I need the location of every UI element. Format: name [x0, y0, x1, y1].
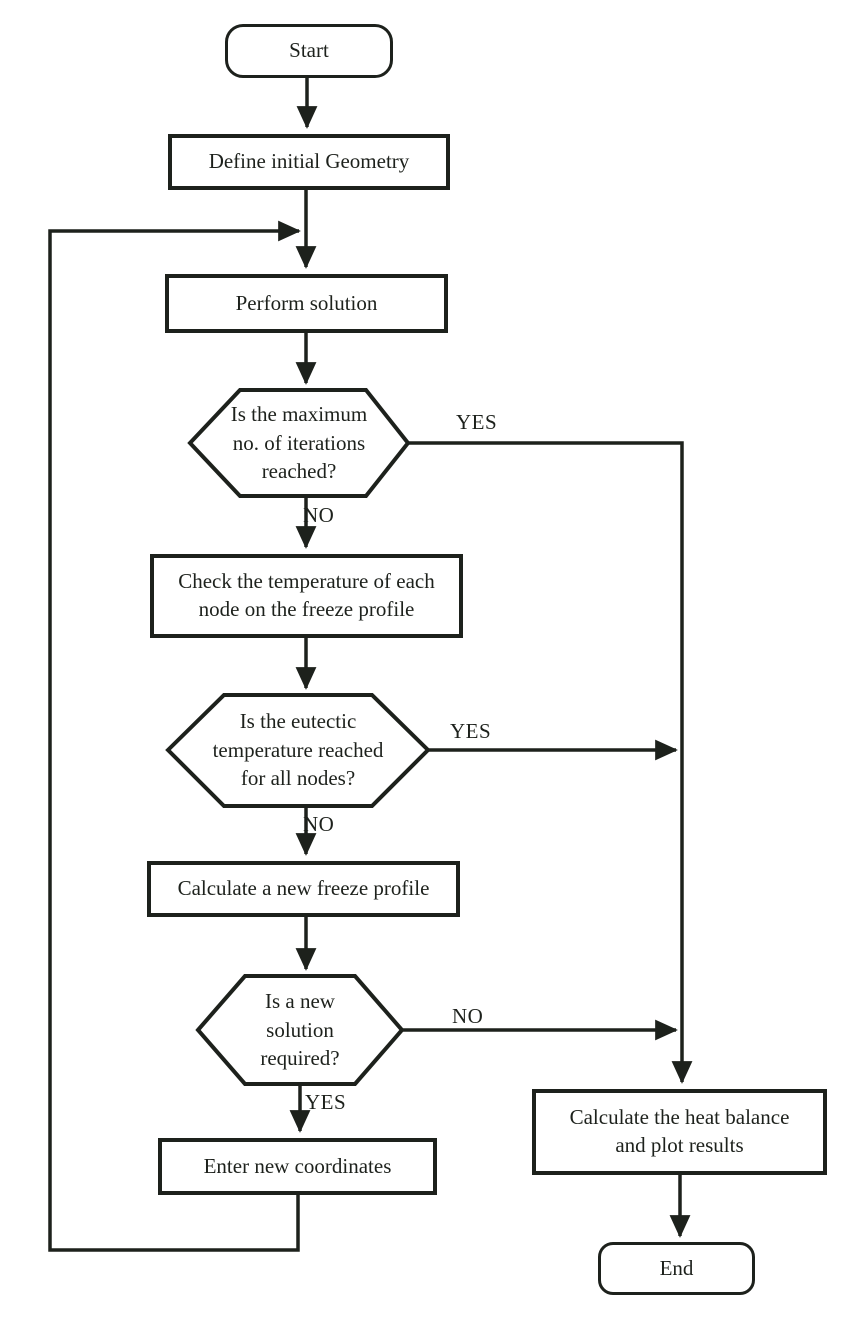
eutectic-yes-label: YES: [450, 719, 492, 743]
new-solution-line-1: Is a new: [265, 988, 335, 1013]
check-temperature-line-1: Check the temperature of each: [178, 569, 435, 594]
new-solution-decision-text: [210, 982, 390, 1078]
start-label: Start: [289, 38, 329, 63]
heat-balance-node: [532, 1089, 827, 1175]
perform-solution-node: [165, 274, 448, 333]
check-temperature-line-2: node on the freeze profile: [198, 597, 415, 621]
max-iterations-decision-text: [198, 396, 400, 490]
max-iterations-line-2: no. of iterations: [232, 430, 366, 455]
check-temperature-node: [150, 554, 463, 638]
max-iterations-line-1: Is the maximum: [230, 401, 368, 426]
define-geometry-node: [168, 134, 450, 190]
heat-balance-line-1: Calculate the heat balance: [569, 1105, 790, 1130]
enter-coordinates-node: [158, 1138, 437, 1195]
end-node: [598, 1242, 755, 1295]
eutectic-line-3: for all nodes?: [240, 766, 356, 791]
eutectic-line-1: Is the eutectic: [239, 708, 357, 733]
max-iterations-line-3: reached?: [261, 459, 337, 484]
start-node: [225, 24, 393, 78]
eutectic-line-2: temperature reached: [212, 737, 384, 762]
new-solution-line-2: solution: [266, 1017, 334, 1042]
define-geometry-label: Define initial Geometry: [208, 149, 410, 174]
eutectic-decision-text: [178, 702, 418, 798]
perform-solution-label: Perform solution: [235, 290, 378, 315]
calculate-freeze-profile-node: [147, 861, 460, 917]
arrow-max-iterations-yes-to-heat-balance: [408, 443, 682, 1082]
eutectic-no-label: NO: [303, 812, 335, 836]
max-iterations-yes-label: YES: [456, 410, 498, 434]
heat-balance-line-2: and plot results: [615, 1133, 744, 1157]
enter-coordinates-label: Enter new coordinates: [203, 1153, 392, 1178]
new-solution-yes-label: YES: [305, 1090, 347, 1114]
new-solution-line-3: required?: [260, 1046, 340, 1071]
max-iterations-no-label: NO: [303, 503, 335, 527]
calculate-freeze-profile-label: Calculate a new freeze profile: [177, 876, 430, 901]
end-label: End: [659, 1255, 694, 1280]
new-solution-no-label: NO: [452, 1004, 484, 1028]
